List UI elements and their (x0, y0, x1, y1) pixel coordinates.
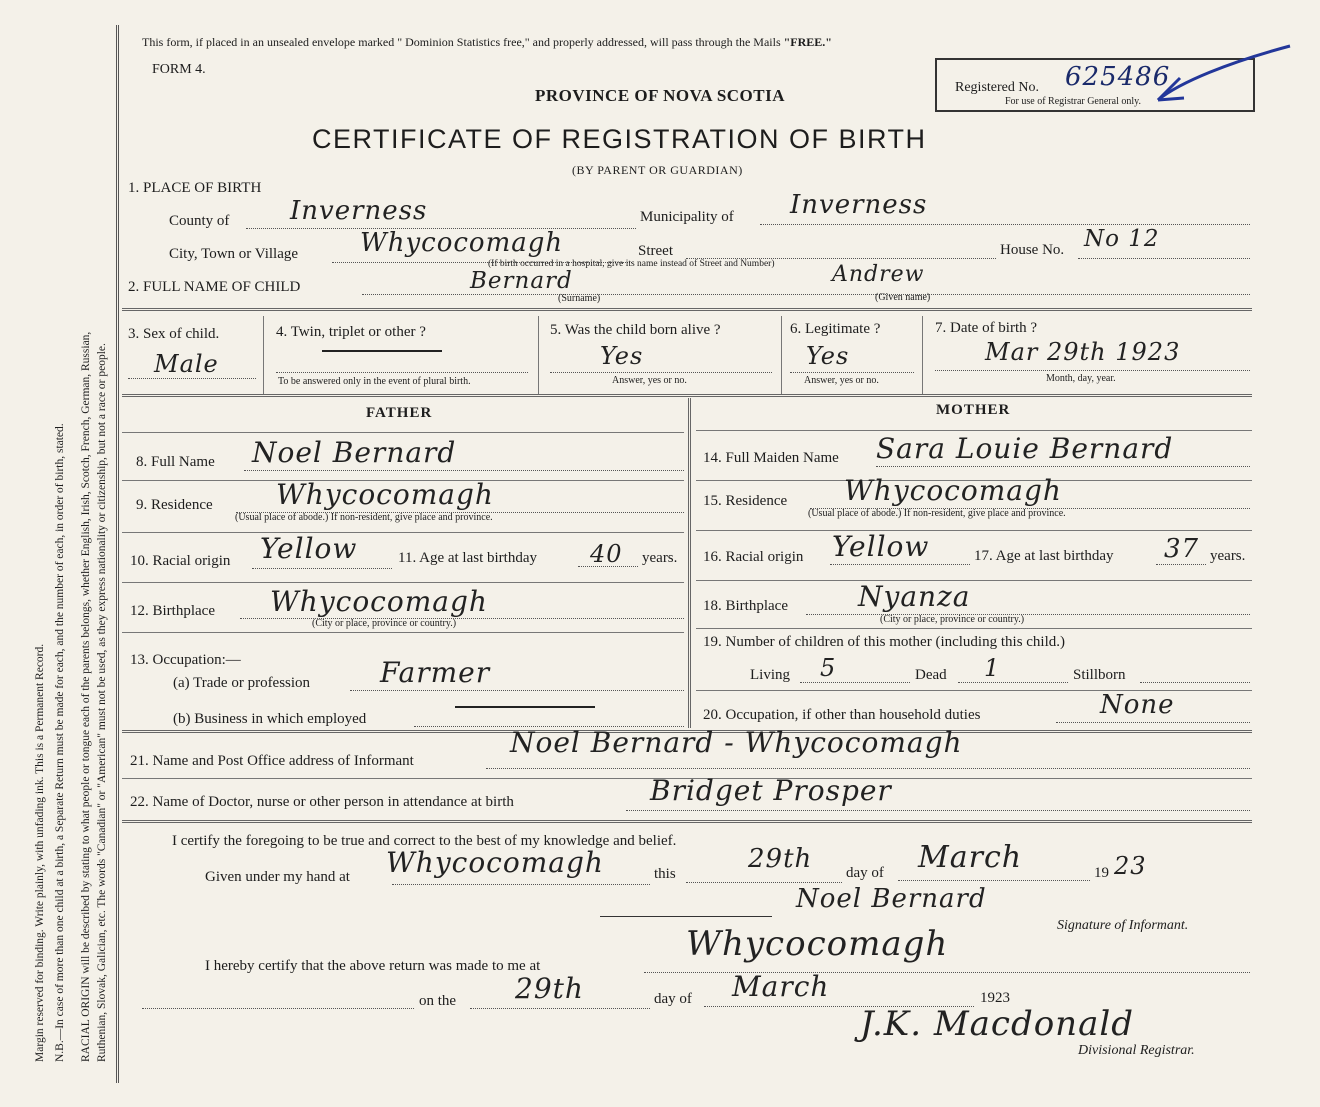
father-business-label: (b) Business in which employed (173, 711, 367, 727)
registrar-statement: I hereby certify that the above return was made to me at (205, 958, 541, 974)
sex-label: 3. Sex of child. (128, 326, 220, 342)
mother-residence-note: (Usual place of abode.) If non-resident, give place and province. (808, 508, 1066, 519)
registered-number: 625486 (1065, 62, 1171, 92)
registrar-day-of-label: day of (654, 991, 692, 1007)
twin-note: To be answered only in the event of plural birth. (278, 376, 471, 387)
page-title: CERTIFICATE OF REGISTRATION OF BIRTH (312, 124, 927, 154)
mother-birthplace-note: (City or place, province or country.) (880, 614, 1025, 625)
given-year-prefix: 19 (1094, 865, 1109, 881)
stillborn-label: Stillborn (1073, 667, 1126, 683)
father-trade-value: Farmer (380, 656, 491, 689)
registrar-year-value: 1923 (980, 990, 1010, 1006)
province-heading: PROVINCE OF NOVA SCOTIA (535, 86, 786, 105)
registrar-caption: Divisional Registrar. (1078, 1043, 1195, 1058)
dob-note: Month, day, year. (1046, 373, 1116, 384)
informant-signature: Noel Bernard (796, 884, 987, 914)
house-value: No 12 (1084, 226, 1160, 252)
county-label: County of (169, 213, 230, 229)
mother-children-label: 19. Number of children of this mother (including this child.) (703, 634, 1066, 650)
margin-note-racial-origin-1: RACIAL ORIGIN will be described by stating to what people or tongue each of the parents belongs, whether English, Irish, Scotch, French, German, Russian, (80, 331, 92, 1062)
registrar-day-value: 29th (515, 972, 584, 1005)
living-value: 5 (820, 654, 837, 682)
form-number: FORM 4. (152, 62, 206, 77)
mother-residence-value: Whycocomagh (844, 474, 1062, 507)
father-name-label: 8. Full Name (136, 454, 215, 470)
dead-value: 1 (984, 654, 1001, 682)
street-note: (If birth occurred in a hospital, give its name instead of Street and Number) (488, 259, 775, 269)
father-years-label: years. (642, 550, 678, 566)
alive-label: 5. Was the child born alive ? (550, 322, 721, 338)
city-value: Whycocomagh (360, 228, 564, 258)
mother-heading: MOTHER (936, 402, 1011, 418)
given-year-value: 23 (1114, 852, 1147, 880)
margin-rule (116, 25, 119, 1083)
mother-years-label: years. (1210, 548, 1246, 564)
child-surname-value: Bernard (470, 268, 573, 294)
registrar-month-value: March (732, 970, 830, 1003)
father-residence-label: 9. Residence (136, 497, 213, 513)
mother-age-value: 37 (1164, 534, 1200, 564)
parents-divider (688, 398, 691, 728)
mother-racial-label: 16. Racial origin (703, 549, 804, 565)
mother-residence-label: 15. Residence (703, 493, 788, 509)
given-label: Given under my hand at (205, 869, 350, 885)
house-label: House No. (1000, 242, 1065, 258)
registrar-note: For use of Registrar General only. (1005, 96, 1141, 107)
twin-label: 4. Twin, triplet or other ? (276, 324, 426, 340)
margin-note-multiple-births: N.B.—In case of more than one child at a birth, a Separate Return must be made for each, and the number of each, in order of birth, stated. (54, 423, 66, 1062)
mother-birthplace-value: Nyanza (858, 580, 971, 613)
blue-check-mark (1150, 42, 1300, 112)
dob-label: 7. Date of birth ? (935, 320, 1038, 336)
postal-note: This form, if placed in an unsealed envelope marked " Dominion Statistics free," and properly addressed, will pass through the Mails "FREE." (142, 35, 832, 49)
alive-value: Yes (600, 342, 644, 370)
father-birthplace-note: (City or place, province or country.) (312, 618, 457, 629)
sex-value: Male (154, 350, 219, 378)
margin-note-racial-origin-2: Ruthenian, Slovak, Galician, etc. The words "Canadian" or "American" must not be used, as they express nationality or citizenship, but not a race or people. (96, 343, 108, 1062)
given-caption: (Given name) (875, 292, 931, 303)
father-name-value: Noel Bernard (252, 436, 457, 469)
father-residence-value: Whycocomagh (276, 478, 494, 511)
given-place-value: Whycocomagh (386, 846, 604, 879)
given-month-value: March (918, 840, 1023, 875)
legitimate-value: Yes (806, 342, 850, 370)
municipality-label: Municipality of (640, 209, 734, 225)
father-age-label: 11. Age at last birthday (398, 550, 537, 566)
mother-birthplace-label: 18. Birthplace (703, 598, 788, 614)
registered-label: Registered No. (955, 80, 1039, 95)
mother-name-label: 14. Full Maiden Name (703, 450, 839, 466)
certification-statement: I certify the foregoing to be true and correct to the best of my knowledge and belief. (172, 833, 677, 849)
given-this-label: this (654, 866, 676, 882)
father-birthplace-value: Whycocomagh (270, 585, 488, 618)
father-occupation-label: 13. Occupation:— (130, 652, 241, 668)
margin-note-binding: Margin reserved for binding. Write plainly, with unfading ink. This is a Permanent Record. (34, 643, 46, 1062)
legitimate-note: Answer, yes or no. (804, 375, 879, 386)
place-of-birth-label: 1. PLACE OF BIRTH (128, 180, 262, 196)
county-value: Inverness (290, 196, 428, 226)
mother-occupation-value: None (1100, 690, 1175, 720)
mother-age-label: 17. Age at last birthday (974, 548, 1114, 564)
doctor-value: Bridget Prosper (650, 774, 892, 807)
father-racial-label: 10. Racial origin (130, 553, 231, 569)
alive-note: Answer, yes or no. (612, 375, 687, 386)
registrar-place-value: Whycocomagh (686, 924, 949, 964)
child-name-label: 2. FULL NAME OF CHILD (128, 279, 301, 295)
legitimate-label: 6. Legitimate ? (790, 321, 881, 337)
street-label: Street (638, 243, 673, 259)
city-label: City, Town or Village (169, 246, 299, 262)
informant-value: Noel Bernard - Whycocomagh (510, 726, 963, 759)
father-heading: FATHER (366, 405, 433, 421)
dob-value: Mar 29th 1923 (985, 338, 1181, 366)
informant-label: 21. Name and Post Office address of Informant (130, 753, 414, 769)
page-subtitle: (BY PARENT OR GUARDIAN) (572, 163, 743, 177)
mother-name-value: Sara Louie Bernard (876, 432, 1174, 465)
twin-dash (322, 350, 442, 352)
doctor-label: 22. Name of Doctor, nurse or other person in attendance at birth (130, 794, 514, 810)
given-day-of-label: day of (846, 865, 884, 881)
dead-label: Dead (915, 667, 947, 683)
father-age-value: 40 (590, 540, 623, 568)
registrar-on-the-label: on the (419, 993, 457, 1009)
father-racial-value: Yellow (260, 532, 358, 565)
mother-occupation-label: 20. Occupation, if other than household duties (703, 707, 981, 723)
child-given-value: Andrew (832, 262, 925, 287)
mother-racial-value: Yellow (832, 530, 930, 563)
informant-signature-caption: Signature of Informant. (1057, 918, 1189, 933)
father-trade-label: (a) Trade or profession (173, 675, 311, 691)
given-day-value: 29th (748, 844, 813, 874)
father-birthplace-label: 12. Birthplace (130, 603, 215, 619)
father-business-dash (455, 706, 595, 708)
father-residence-note: (Usual place of abode.) If non-resident, give place and province. (235, 512, 493, 523)
living-label: Living (750, 667, 790, 683)
surname-caption: (Surname) (558, 293, 601, 304)
registrar-signature: J.K. Macdonald (860, 1004, 1134, 1044)
municipality-value: Inverness (790, 190, 928, 220)
